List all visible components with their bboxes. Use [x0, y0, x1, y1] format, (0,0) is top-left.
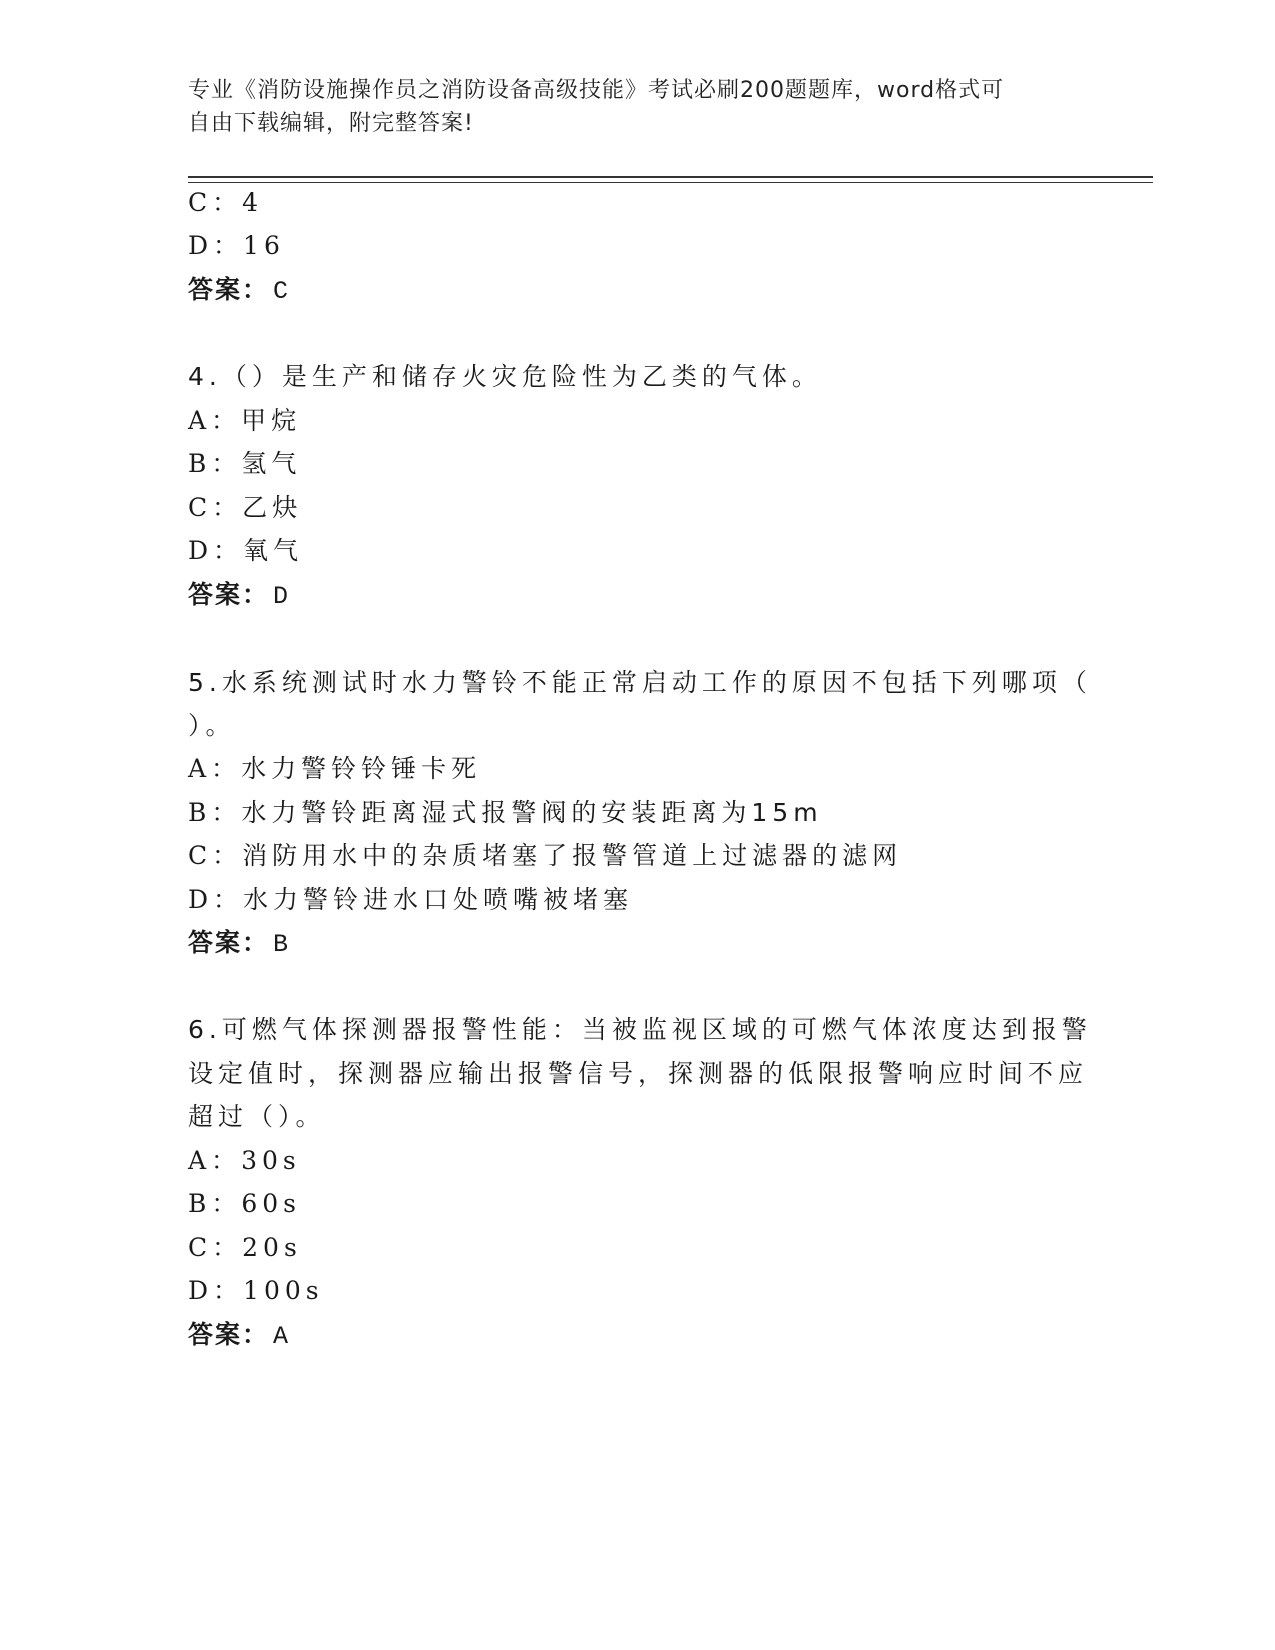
q4-answer: 答案： D	[188, 580, 291, 611]
q4-option-a: A：甲烷	[188, 406, 302, 435]
q5-stem-line-1: 5.水系统测试时水力警铃不能正常启动工作的原因不包括下列哪项（	[188, 668, 1092, 697]
q3-option-d: D：16	[188, 231, 285, 260]
q6-stem-line-3: 超过（）。	[188, 1102, 326, 1131]
q6-stem-line-2: 设定值时，探测器应输出报警信号，探测器的低限报警响应时间不应	[188, 1059, 1089, 1088]
q6-option-c: C：20s	[188, 1233, 302, 1262]
q6-stem-line-1: 6.可燃气体探测器报警性能：当被监视区域的可燃气体浓度达到报警	[188, 1015, 1092, 1044]
q6-answer: 答案： A	[188, 1320, 291, 1351]
q6-option-d: D：100s	[188, 1276, 324, 1305]
page-header	[188, 74, 1068, 140]
q4-stem: 4.（）是生产和储存火灾危险性为乙类的气体。	[188, 362, 822, 391]
header-title-line-2: 自由下载编辑，附完整答案!	[188, 111, 474, 136]
q4-option-c: C：乙炔	[188, 493, 303, 522]
q4-option-b: B：氢气	[188, 449, 302, 478]
header-title-line-1: 专业《消防设施操作员之消防设备高级技能》考试必刷200题题库，word格式可	[188, 78, 1005, 103]
q5-option-d: D：水力警铃进水口处喷嘴被堵塞	[188, 885, 634, 914]
q5-option-c: C：消防用水中的杂质堵塞了报警管道上过滤器的滤网	[188, 841, 903, 870]
q6-option-b: B：60s	[188, 1189, 302, 1218]
header-divider-thin	[188, 182, 1153, 183]
q3-answer: 答案： C	[188, 275, 291, 306]
q5-option-b: B：水力警铃距离湿式报警阀的安装距离为15m	[188, 798, 823, 827]
q5-stem-line-2: ）。	[188, 711, 236, 740]
q5-option-a: A：水力警铃铃锤卡死	[188, 754, 482, 783]
header-divider-thick	[188, 176, 1153, 178]
q4-option-d: D：氧气	[188, 536, 304, 565]
q5-answer: 答案： B	[188, 928, 291, 959]
q3-option-c: C：4	[188, 188, 264, 217]
q6-option-a: A：30s	[188, 1146, 301, 1175]
